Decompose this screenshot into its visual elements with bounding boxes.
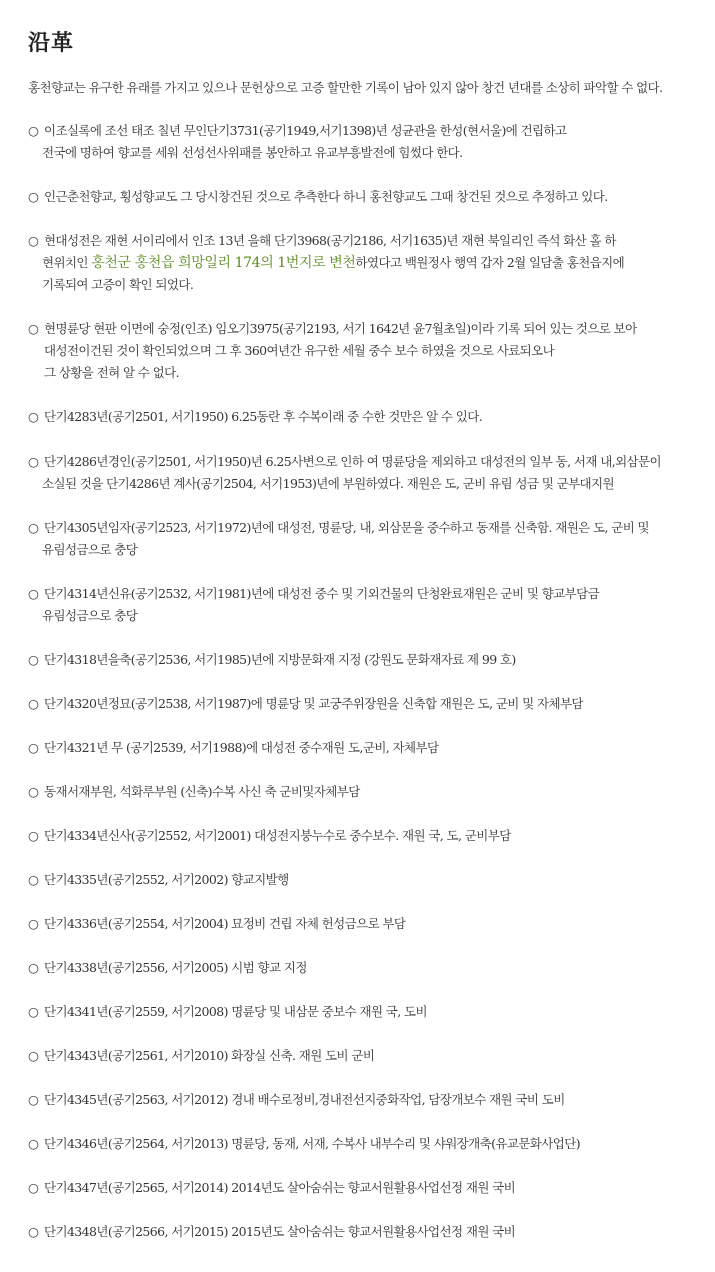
history-entry xyxy=(28,186,708,208)
history-entry xyxy=(28,1221,708,1243)
entry-text: 현대성전은 재현 서이리에서 인조 13년 을해 단기3968(공기2186, 서기1635)년 재현 북일리인 즉석 화산 홀 하 xyxy=(44,233,616,248)
entry-text: 단기4305년임자(공기2523, 서기1972)년에 대성전, 명륜당, 내, 외삼문을 중수하고 동재를 신축함. 재원은 도, 군비 및 xyxy=(44,520,650,535)
history-entry xyxy=(28,693,708,715)
entry-text: 이조실록에 조선 태조 칠년 무인단기3731(공기1949,서기1398)년 성균관을 한성(현서울)에 건립하고 xyxy=(44,123,567,138)
history-entry xyxy=(28,451,708,495)
bullet-icon: ○ xyxy=(28,409,39,424)
entry-text: 단기4347년(공기2565, 서기2014) 2014년도 살아숨쉬는 향교서원활용사업선정 재원 국비 xyxy=(44,1180,516,1195)
entry-text: 현위치인 xyxy=(42,255,92,270)
bullet-icon: ○ xyxy=(28,652,39,667)
bullet-icon: ○ xyxy=(28,233,39,248)
entry-text: 현명륜당 현판 이면에 숭정(인조) 임오기3975(공기2193, 서기 1642년 윤7월초일)이라 기록 되어 있는 것으로 보아 xyxy=(44,321,637,336)
history-entry xyxy=(28,406,708,428)
bullet-icon: ○ xyxy=(28,123,39,138)
history-entry xyxy=(28,737,708,759)
entry-text: 단기4314년신유(공기2532, 서기1981)년에 대성전 중수 및 기외건물의 단청완료재원은 군비 및 향교부담금 xyxy=(44,586,600,601)
bullet-icon: ○ xyxy=(28,696,39,711)
entry-text: 대성전이건된 것이 확인되었으며 그 후 360여년간 유구한 세월 중수 보수 하였을 것으로 사료되오나 xyxy=(44,343,555,358)
entry-text: 단기4341년(공기2559, 서기2008) 명륜당 및 내삼문 중보수 재원 국, 도비 xyxy=(44,1004,427,1019)
entry-text: 단기4335년(공기2552, 서기2002) 향교지발행 xyxy=(44,872,289,887)
history-entry xyxy=(28,869,708,891)
bullet-icon: ○ xyxy=(28,1004,39,1019)
history-entry xyxy=(28,913,708,935)
entry-text: 유림성금으로 충당 xyxy=(42,542,138,557)
bullet-icon: ○ xyxy=(28,321,39,336)
bullet-icon: ○ xyxy=(28,1136,39,1151)
history-entry xyxy=(28,825,708,847)
bullet-icon: ○ xyxy=(28,784,39,799)
history-entry xyxy=(28,1089,708,1111)
bullet-icon: ○ xyxy=(28,1180,39,1195)
entry-text: 전국에 명하여 향교를 세워 선성선사위패를 봉안하고 유교부흥발전에 힘썼다 한다. xyxy=(42,145,463,160)
history-entry xyxy=(28,649,708,671)
history-entry xyxy=(28,230,708,296)
entry-text: 단기4321년 무 (공기2539, 서기1988)에 대성전 중수재원 도,군비, 자체부담 xyxy=(44,740,439,755)
bullet-icon: ○ xyxy=(28,828,39,843)
history-entry xyxy=(28,120,708,164)
history-entry xyxy=(28,957,708,979)
history-entry xyxy=(28,781,708,803)
entry-text: 단기4338년(공기2556, 서기2005) 시범 향교 지정 xyxy=(44,960,307,975)
entry-text: 단기4320년정묘(공기2538, 서기1987)에 명륜당 및 교궁주위장원을 신축합 재원은 도, 군비 및 자체부담 xyxy=(44,696,583,711)
entry-text: 단기4348년(공기2566, 서기2015) 2015년도 살아숨쉬는 향교서원활용사업선정 재원 국비 xyxy=(44,1224,516,1239)
entry-text: 단기4345년(공기2563, 서기2012) 경내 배수로정비,경내전선지중화작업, 담장개보수 재원 국비 도비 xyxy=(44,1092,565,1107)
history-entry xyxy=(28,1001,708,1023)
history-entry xyxy=(28,1133,708,1155)
entry-text: 동재서재부원, 석화루부원 (신축)수복 사신 축 군비및자체부담 xyxy=(44,784,360,799)
bullet-icon: ○ xyxy=(28,586,39,601)
entry-text: 기록되여 고증이 확인 되었다. xyxy=(42,277,194,292)
entry-text: 단기4343년(공기2561, 서기2010) 화장실 신축. 재원 도비 군비 xyxy=(44,1048,375,1063)
entry-text: 단기4334년신사(공기2552, 서기2001) 대성전지붕누수로 중수보수. 재원 국, 도, 군비부담 xyxy=(44,828,511,843)
bullet-icon: ○ xyxy=(28,872,39,887)
history-entry xyxy=(28,583,708,627)
intro-paragraph: 홍천향교는 유구한 유래를 가지고 있으나 문헌상으로 고증 할만한 기록이 남아 있지 않아 창건 년대를 소상히 파악할 수 없다. xyxy=(28,80,663,95)
entry-text: 단기4336년(공기2554, 서기2004) 묘정비 건립 자체 헌성금으로 부담 xyxy=(44,916,406,931)
bullet-icon: ○ xyxy=(28,189,39,204)
entry-text: 인근춘천향교, 횡성향교도 그 당시창건된 것으로 추측한다 하니 홍천향교도 그때 창건된 것으로 추정하고 있다. xyxy=(44,189,608,204)
entry-text: 하였다고 백원정사 행역 갑자 2월 일담출 홍천읍지에 xyxy=(355,255,625,270)
entry-text: 유림성금으로 충당 xyxy=(42,608,138,623)
bullet-icon: ○ xyxy=(28,454,39,469)
bullet-icon: ○ xyxy=(28,520,39,535)
history-entry xyxy=(28,318,708,384)
entry-text: 단기4318년을축(공기2536, 서기1985)년에 지방문화재 지정 (강원도 문화재자료 제 99 호) xyxy=(44,652,516,667)
entry-text: 단기4346년(공기2564, 서기2013) 명륜당, 동재, 서재, 수복사 내부수리 및 샤워장개축(유교문화사업단) xyxy=(44,1136,580,1151)
bullet-icon: ○ xyxy=(28,960,39,975)
bullet-icon: ○ xyxy=(28,1224,39,1239)
entry-text: 단기4283년(공기2501, 서기1950) 6.25동란 후 수복이래 중 수한 것만은 알 수 있다. xyxy=(44,409,483,424)
entry-text: 소실된 것을 단기4286년 계사(공기2504, 서기1953)년에 부원하였다. 재원은 도, 군비 유림 성금 및 군부대지원 xyxy=(42,476,614,491)
highlighted-address: 홍천군 홍천읍 희망일리 174의 1번지로 변천 xyxy=(91,255,356,271)
history-entry xyxy=(28,1177,708,1199)
entry-text: 그 상황을 전혀 알 수 없다. xyxy=(44,365,179,380)
bullet-icon: ○ xyxy=(28,1092,39,1107)
bullet-icon: ○ xyxy=(28,916,39,931)
entry-text: 단기4286년경인(공기2501, 서기1950)년 6.25사변으로 인하 여 명륜당을 제외하고 대성전의 일부 동, 서재 내,외삼문이 xyxy=(44,454,661,469)
page-title: 沿革 xyxy=(28,30,75,56)
history-entry xyxy=(28,517,708,561)
history-entry xyxy=(28,1045,708,1067)
bullet-icon: ○ xyxy=(28,1048,39,1063)
bullet-icon: ○ xyxy=(28,740,39,755)
